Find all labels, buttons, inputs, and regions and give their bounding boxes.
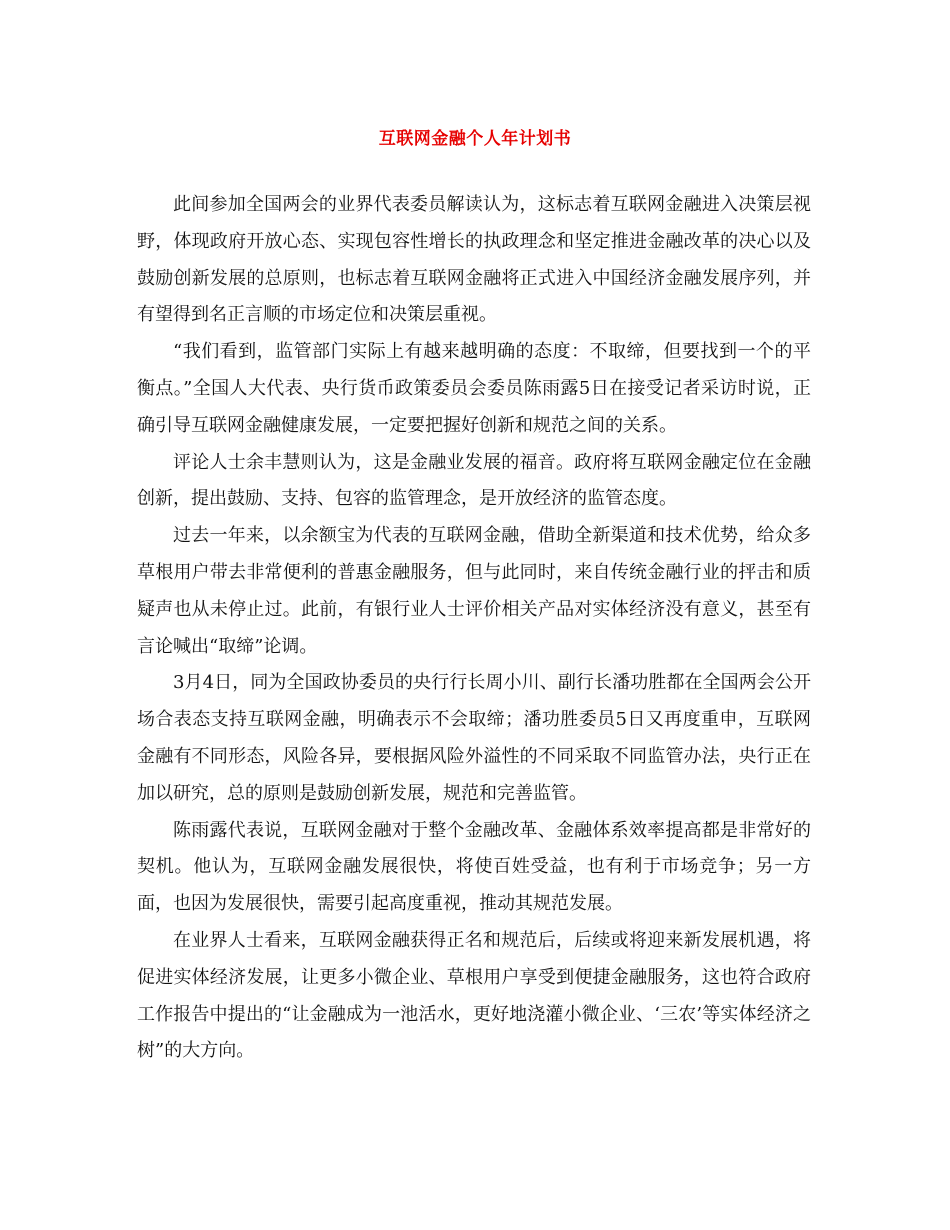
- document-title: 互联网金融个人年计划书: [378, 129, 572, 149]
- paragraph-3: 评论人士余丰慧则认为，这是金融业发展的福音。政府将互联网金融定位在金融创新，提出鼓励、支持、包容的监管理念，是开放经济的监管态度。: [137, 451, 811, 510]
- paragraph-5: 3月4日，同为全国政协委员的央行行长周小川、副行长潘功胜都在全国两会公开场合表态支持互联网金融，明确表示不会取缔；潘功胜委员5日又再度重申，互联网金融有不同形态，风险各异，要根据风险外溢性的不同采取不同监管办法，央行正在加以研究，总的原则是鼓励创新发展，规范和完善监管。: [137, 672, 811, 804]
- paragraph-2: “我们看到，监管部门实际上有越来越明确的态度：不取缔，但要找到一个的平衡点。”全国人大代表、央行货币政策委员会委员陈雨露5日在接受记者采访时说，正确引导互联网金融健康发展，一定要把握好创新和规范之间的关系。: [137, 341, 811, 436]
- paragraph-4: 过去一年来，以余额宝为代表的互联网金融，借助全新渠道和技术优势，给众多草根用户带去非常便利的普惠金融服务，但与此同时，来自传统金融行业的抨击和质疑声也从未停止过。此前，有银行业人士评价相关产品对实体经济没有意义，甚至有言论喊出“取缔”论调。: [137, 525, 811, 657]
- document-body: [137, 187, 811, 1070]
- paragraph-1: 此间参加全国两会的业界代表委员解读认为，这标志着互联网金融进入决策层视野，体现政府开放心态、实现包容性增长的执政理念和坚定推进金融改革的决心以及鼓励创新发展的总原则，也标志着互联网金融将正式进入中国经济金融发展序列，并有望得到名正言顺的市场定位和决策层重视。: [137, 194, 811, 326]
- paragraph-6: 陈雨露代表说，互联网金融对于整个金融改革、金融体系效率提高都是非常好的契机。他认为，互联网金融发展很快，将使百姓受益，也有利于市场竞争；另一方面，也因为发展很快，需要引起高度重视，推动其规范发展。: [137, 819, 811, 915]
- paragraph-7: 在业界人士看来，互联网金融获得正名和规范后，后续或将迎来新发展机遇，将促进实体经济发展，让更多小微企业、草根用户享受到便捷金融服务，这也符合政府工作报告中提出的“让金融成为一池活水，更好地浇灌小微企业、‘三农’等实体经济之树”的大方向。: [137, 929, 811, 1062]
